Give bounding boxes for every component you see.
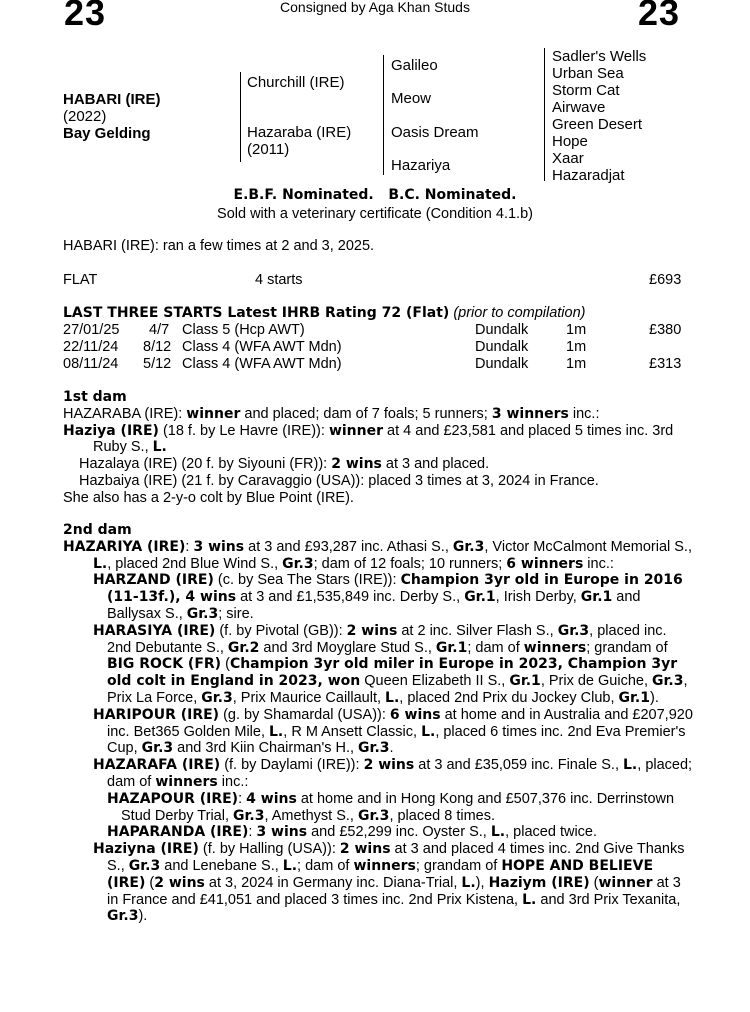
progeny-hazalaya [63,456,693,473]
first-dam-heading: 1st dam [63,389,127,405]
last-three-heading: LAST THREE STARTS Latest IHRB Rating 72 (Flat) [63,305,450,321]
first-dam-section [63,389,693,507]
run-row [63,356,703,373]
second-dam-section [63,522,693,925]
progeny-name: HARZAND (IRE) [93,572,214,589]
t: , placed inc. 2nd Debutante S., [107,622,667,656]
result-bold: 2 wins [363,757,415,774]
t: and Lenebane S., [160,857,283,874]
flat-earnings: £693 [649,272,682,288]
grade-bold: L. [623,757,638,774]
progeny-name: Haziym (IRE) [488,874,590,891]
run-course: Dundalk [475,339,529,355]
second-dam-hazariya [63,539,693,573]
result-bold: winners [353,857,416,874]
run-position: 8/12 [143,339,172,355]
run-position: 4/7 [149,322,170,338]
pedigree-divider-2 [383,55,384,175]
progeny-text: at 3 and placed. [381,456,490,473]
progeny-text: Hazalaya (IRE) (20 f. by Siyouni (FR)): [79,456,332,473]
result-bold: winner [598,874,653,891]
progeny-name: HAZARAFA (IRE) [93,757,221,774]
pedigree-divider-1 [240,72,241,162]
progeny-harasiya [63,623,693,707]
grade-bold: L. [282,857,298,874]
progeny-haziya [63,423,693,457]
t: at home and in Hong Kong and £507,376 inc. Derrinstown Stud Derby Trial, [121,790,675,824]
grade-bold: Gr.3 [452,538,485,555]
pedigree-divider-3 [544,48,545,181]
grade-bold: L. [421,723,436,740]
t: ; dam of 12 foals; 10 runners; [313,555,507,572]
run-date: 27/01/25 [63,322,120,338]
t: , placed twice. [505,824,598,841]
result-bold: 4 wins [246,790,297,807]
first-dam-intro [63,406,693,423]
great-grandparent: Storm Cat [552,82,620,99]
run-race: Class 4 (WFA AWT Mdn) [182,339,342,355]
result-bold: Champion 3yr old in Europe in 2016 (11-13f.), 4 wins [107,572,683,606]
result-bold: 6 winners [506,555,584,572]
run-distance: 1m [566,356,587,372]
lot-number-left: 23 [64,0,107,33]
progeny-hazarafa [63,757,693,791]
t: : [238,790,247,807]
dam: Hazaraba (IRE) [247,124,352,141]
grade-bold: L. [269,723,284,740]
nominations: E.B.F. Nominated. B.C. Nominated. [233,187,517,203]
progeny-name: HOPE AND BELIEVE (IRE) [107,857,654,891]
run-prize: £380 [649,322,682,338]
vet-certificate: Sold with a veterinary certificate (Condition 4.1.b) [217,206,533,222]
flat-label: FLAT [63,272,98,288]
t: : [248,824,257,841]
run-prize: £313 [649,356,682,372]
great-grandparent: Sadler's Wells [552,48,647,65]
t: at 2 inc. Silver Flash S., [397,622,558,639]
t: at 3, 2024 in Germany inc. Diana-Trial, [204,874,462,891]
t: : [185,538,194,555]
progeny-name: Haziyna (IRE) [93,841,199,858]
run-row [63,339,703,356]
result-bold: Champion 3yr old miler in Europe in 2023, Champion 3yr old colt in England in 2023, won [107,656,678,690]
run-race: Class 4 (WFA AWT Mdn) [182,356,342,372]
progeny-hazapour [77,791,693,825]
result-bold: 3 wins [256,824,308,841]
run-distance: 1m [566,339,587,355]
progeny-haziyna [63,841,693,925]
grade-bold: Gr.1 [435,639,468,656]
dam-year: (2011) [247,141,290,158]
progeny-colt-note: She also has a 2-y-o colt by Blue Point (IRE). [63,489,354,506]
grade-bold: Gr.3 [358,740,390,757]
grade-bold: Gr.3 [233,807,265,824]
progeny-name: HARIPOUR (IRE) [93,706,220,723]
progeny-name: HARASIYA (IRE) [93,622,216,639]
progeny-haripour [63,707,693,757]
last-three-note: (prior to compilation) [453,305,586,321]
grade-bold: Gr.3 [652,673,684,690]
t: (f. by Pivotal (GB)): [215,622,347,639]
result-bold: 2 wins [331,456,382,473]
t: , placed; dam of [107,757,693,790]
result-bold: winner [186,405,241,422]
horse-name: HABARI (IRE) [63,91,161,108]
horse-year: (2022) [63,108,107,125]
grade-bold: L. [490,824,506,841]
grandparent: Oasis Dream [391,124,479,141]
t: at 3 and placed 4 times inc. 2nd Give Thanks S., [107,841,685,874]
result-bold: 2 wins [154,874,205,891]
great-grandparent: Urban Sea [552,65,624,82]
t: , Prix Maurice Caillault, [232,689,386,706]
t: (f. by Halling (USA)): [198,841,340,858]
grade-bold: L. [93,555,108,572]
dam-text: inc.: [568,405,600,422]
grade-bold: Gr.3 [557,622,590,639]
t: at home and in Australia and £207,920 inc. Bet365 Golden Mile, [107,706,693,740]
result-bold: 2 wins [346,622,398,639]
grandparent: Hazariya [391,157,451,174]
lot-number-right: 23 [638,0,681,33]
horse-identity [63,91,161,142]
run-distance: 1m [566,322,587,338]
grade-bold: Gr.3 [282,555,314,572]
t: Queen Elizabeth II S., [360,673,510,690]
t: inc.: [217,773,249,790]
horse-description: Bay Gelding [63,125,151,142]
t: (f. by Daylami (IRE)): [220,757,364,774]
progeny-hazbaiya: Hazbaiya (IRE) (21 f. by Caravaggio (USA)): placed 3 times at 3, 2024 in France. [79,472,599,489]
progeny-text: at 4 and £23,581 and placed 5 times inc. 3rd Ruby S., [93,422,674,456]
great-grandparent: Hazaradjat [552,167,625,184]
result-bold: 6 wins [389,706,441,723]
grade-bold: Gr.3 [128,857,161,874]
t: inc.: [583,555,614,572]
run-course: Dundalk [475,322,529,338]
progeny-name: Haziya (IRE) [63,422,159,439]
progeny-name: BIG ROCK (FR) [107,656,222,673]
t: , placed 2nd Blue Wind S., [107,555,283,572]
run-date: 22/11/24 [63,339,119,355]
run-date: 08/11/24 [63,356,119,372]
progeny-name: HAPARANDA (IRE) [107,824,249,841]
flat-starts: 4 starts [255,272,303,288]
t: ), [475,874,489,891]
dam-text: and placed; dam of 7 foals; 5 runners; [240,405,492,422]
run-course: Dundalk [475,356,529,372]
result-bold: 3 wins [193,538,245,555]
t: ). [138,908,148,925]
great-grandparent: Hope [552,133,588,150]
second-dam-heading: 2nd dam [63,522,132,538]
grandparent: Meow [391,90,432,107]
t: , Prix La Force, [107,673,688,706]
t: ; sire. [218,605,254,622]
progeny-haparanda [77,824,693,841]
grade-bold: Gr.3 [107,908,139,925]
t: and 3rd Moyglare Stud S., [259,639,436,656]
t: at 3 and £93,287 inc. Athasi S., [244,538,453,555]
t: , Prix de Guiche, [540,673,653,690]
race-summary: HABARI (IRE): ran a few times at 2 and 3, 2025. [63,238,375,254]
t: ; dam of [297,857,354,874]
t: ; grandam of [586,639,668,656]
result-bold: 2 wins [339,841,391,858]
runs-table [63,322,703,373]
grade-bold: L. [461,874,476,891]
result-bold: winners [155,773,218,790]
t: ( [589,874,599,891]
t: (g. by Shamardal (USA)): [219,706,390,723]
t: ( [145,874,155,891]
grandparent: Galileo [391,57,438,74]
t: ; grandam of [415,857,502,874]
t: , placed 6 times inc. 2nd Eva Premier's Cup, [107,723,686,757]
result-bold: winners [523,639,587,656]
t: at 3 in France and £41,051 and placed 3 times inc. 2nd Prix Kistena, [107,874,681,908]
result-bold: winner [328,422,384,439]
t: ). [650,689,659,706]
run-row [63,322,703,339]
t: and 3rd Kiin Chairman's H., [173,740,359,757]
grade-bold: Gr.1 [464,589,496,606]
grade-bold: Gr.1 [509,673,541,690]
t: , Amethyst S., [264,807,358,824]
progeny-harzand [63,572,693,622]
grade-bold: L. [385,689,400,706]
grade-bold: Gr.2 [227,639,260,656]
result-bold: 3 winners [491,405,569,422]
great-grandparent: Airwave [552,99,606,116]
t: ( [221,656,230,673]
great-grandparents [552,48,646,184]
great-grandparent: Green Desert [552,116,643,133]
t: . [389,740,394,757]
great-grandparent: Xaar [552,150,584,167]
t: , Victor McCalmont Memorial S., [484,538,692,555]
t: and Ballysax S., [107,589,641,622]
t: at 3 and £35,059 inc. Finale S., [414,757,624,774]
sire: Churchill (IRE) [247,74,345,91]
t: and £52,299 inc. Oyster S., [307,824,491,841]
grade-bold: Gr.1 [580,589,613,606]
consignor: Consigned by Aga Khan Studs [280,0,470,15]
t: , Irish Derby, [495,589,581,606]
grade-bold: Gr.1 [618,689,650,706]
t: at 3 and £1,535,849 inc. Derby S., [236,589,465,606]
t: ; dam of [467,639,524,656]
progeny-name: HAZAPOUR (IRE) [107,790,239,807]
grade-bold: Gr.3 [201,689,233,706]
grade-bold: L. [152,439,167,456]
run-race: Class 5 (Hcp AWT) [182,322,305,338]
t: (c. by Sea The Stars (IRE)): [213,572,401,589]
progeny-text: (18 f. by Le Havre (IRE)): [158,422,329,439]
last-three-header [63,305,586,322]
t: , R M Ansett Classic, [283,723,422,740]
grade-bold: Gr.3 [186,605,219,622]
t: , placed 8 times. [389,807,496,824]
t: , placed 2nd Prix du Jockey Club, [399,689,619,706]
dam-name: HAZARIYA (IRE) [63,538,186,555]
t: and 3rd Prix Texanita, [536,891,681,908]
grade-bold: Gr.3 [141,740,174,757]
grade-bold: Gr.3 [357,807,390,824]
dam-name: HAZARABA (IRE): [63,405,187,422]
grade-bold: L. [522,891,537,908]
run-position: 5/12 [143,356,172,372]
